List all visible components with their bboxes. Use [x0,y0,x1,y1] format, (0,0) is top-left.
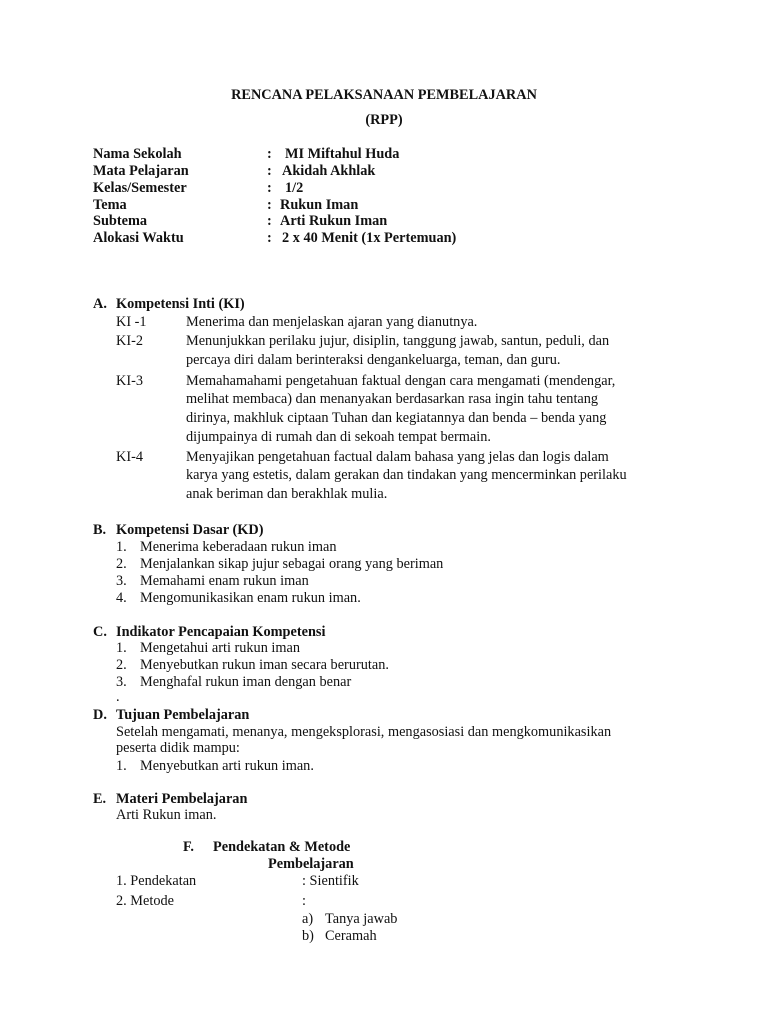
section-heading-continued: Pembelajaran [268,856,354,872]
list-item: Ceramah [325,928,377,944]
identity-separator: : [267,163,272,179]
identity-separator: : [267,180,272,196]
paragraph-line: Arti Rukun iman. [116,807,217,823]
section-heading: Kompetensi Inti (KI) [116,296,245,312]
list-item: Menjalankan sikap jujur sebagai orang yang beriman [140,556,444,572]
list-number: 2. [116,657,127,673]
field-value: : [302,893,306,909]
list-item: Mengetahui arti rukun iman [140,640,301,656]
ki-text-line: dirinya, makhluk ciptaan Tuhan dan kegiatannya dan benda – benda yang [186,410,607,426]
list-item: Mengomunikasikan enam rukun iman. [140,590,361,606]
identity-value: Rukun Iman [280,197,359,213]
section-heading: Kompetensi Dasar (KD) [116,522,264,538]
list-number: 3. [116,573,127,589]
paragraph-line: Setelah mengamati, menanya, mengeksplorasi, mengasosiasi dan mengkomunikasikan [116,724,612,740]
ki-text-line: dijumpainya di rumah dan di sekoah tempat bermain. [186,429,491,445]
list-item: Menyebutkan rukun iman secara berurutan. [140,657,389,673]
identity-label: Tema [93,197,127,213]
list-item: Memahami enam rukun iman [140,573,309,589]
identity-label: Kelas/Semester [93,180,187,196]
document-subtitle: (RPP) [365,112,403,128]
section-heading: Materi Pembelajaran [116,791,248,807]
list-item: Tanya jawab [325,911,398,927]
section-heading: Indikator Pencapaian Kompetensi [116,624,326,640]
identity-label: Mata Pelajaran [93,163,189,179]
list-number: 2. [116,556,127,572]
ki-text-line: percaya diri dalam berinteraksi dengankeluarga, teman, dan guru. [186,352,561,368]
list-number: 1. [116,640,127,656]
identity-label: Alokasi Waktu [93,230,184,246]
ki-text-line: Menyajikan pengetahuan factual dalam bahasa yang jelas dan logis dalam [186,449,609,465]
list-number: 4. [116,590,127,606]
ki-code: KI-3 [116,373,143,389]
identity-value: 2 x 40 Menit (1x Pertemuan) [282,230,457,246]
ki-text-line: melihat membaca) dan menanyakan berdasarkan rasa ingin tahu tentang [186,391,599,407]
section-heading: Tujuan Pembelajaran [116,707,250,723]
list-item: Menghafal rukun iman dengan benar [140,674,352,690]
section-letter: E. [93,791,107,807]
section-letter: A. [93,296,107,312]
ki-text-line: karya yang estetis, dalam gerakan dan tindakan yang mencerminkan perilaku [186,467,627,483]
identity-value: Akidah Akhlak [282,163,376,179]
list-number: b) [302,928,314,944]
list-item: Menyebutkan arti rukun iman. [140,758,314,774]
identity-label: Nama Sekolah [93,146,182,162]
field-value: : Sientifik [302,873,359,889]
field-label: 1. Pendekatan [116,873,197,889]
ki-text-line: Menunjukkan perilaku jujur, disiplin, tanggung jawab, santun, peduli, dan [186,333,610,349]
list-number: 1. [116,539,127,555]
ki-text-line: anak beriman dan berakhlak mulia. [186,486,388,502]
identity-value: Arti Rukun Iman [280,213,388,229]
stray-period: . [116,689,120,705]
identity-separator: : [267,146,272,162]
list-number: a) [302,911,314,927]
ki-code: KI -1 [116,314,147,330]
ki-text-line: Memahamahami pengetahuan faktual dengan cara mengamati (mendengar, [186,373,616,389]
ki-code: KI-2 [116,333,143,349]
identity-value: 1/2 [285,180,304,196]
section-letter: D. [93,707,107,723]
paragraph-line: peserta didik mampu: [116,740,240,756]
identity-label: Subtema [93,213,148,229]
section-letter: B. [93,522,107,538]
section-heading: Pendekatan & Metode [213,839,351,855]
ki-code: KI-4 [116,449,143,465]
identity-separator: : [267,213,272,229]
ki-text-line: Menerima dan menjelaskan ajaran yang dianutnya. [186,314,478,330]
list-number: 3. [116,674,127,690]
identity-separator: : [267,197,272,213]
document-title: RENCANA PELAKSANAAN PEMBELAJARAN [231,87,537,103]
field-label: 2. Metode [116,893,174,909]
section-letter: C. [93,624,107,640]
identity-separator: : [267,230,272,246]
section-letter: F. [183,839,194,855]
list-item: Menerima keberadaan rukun iman [140,539,337,555]
list-number: 1. [116,758,127,774]
identity-value: MI Miftahul Huda [285,146,400,162]
